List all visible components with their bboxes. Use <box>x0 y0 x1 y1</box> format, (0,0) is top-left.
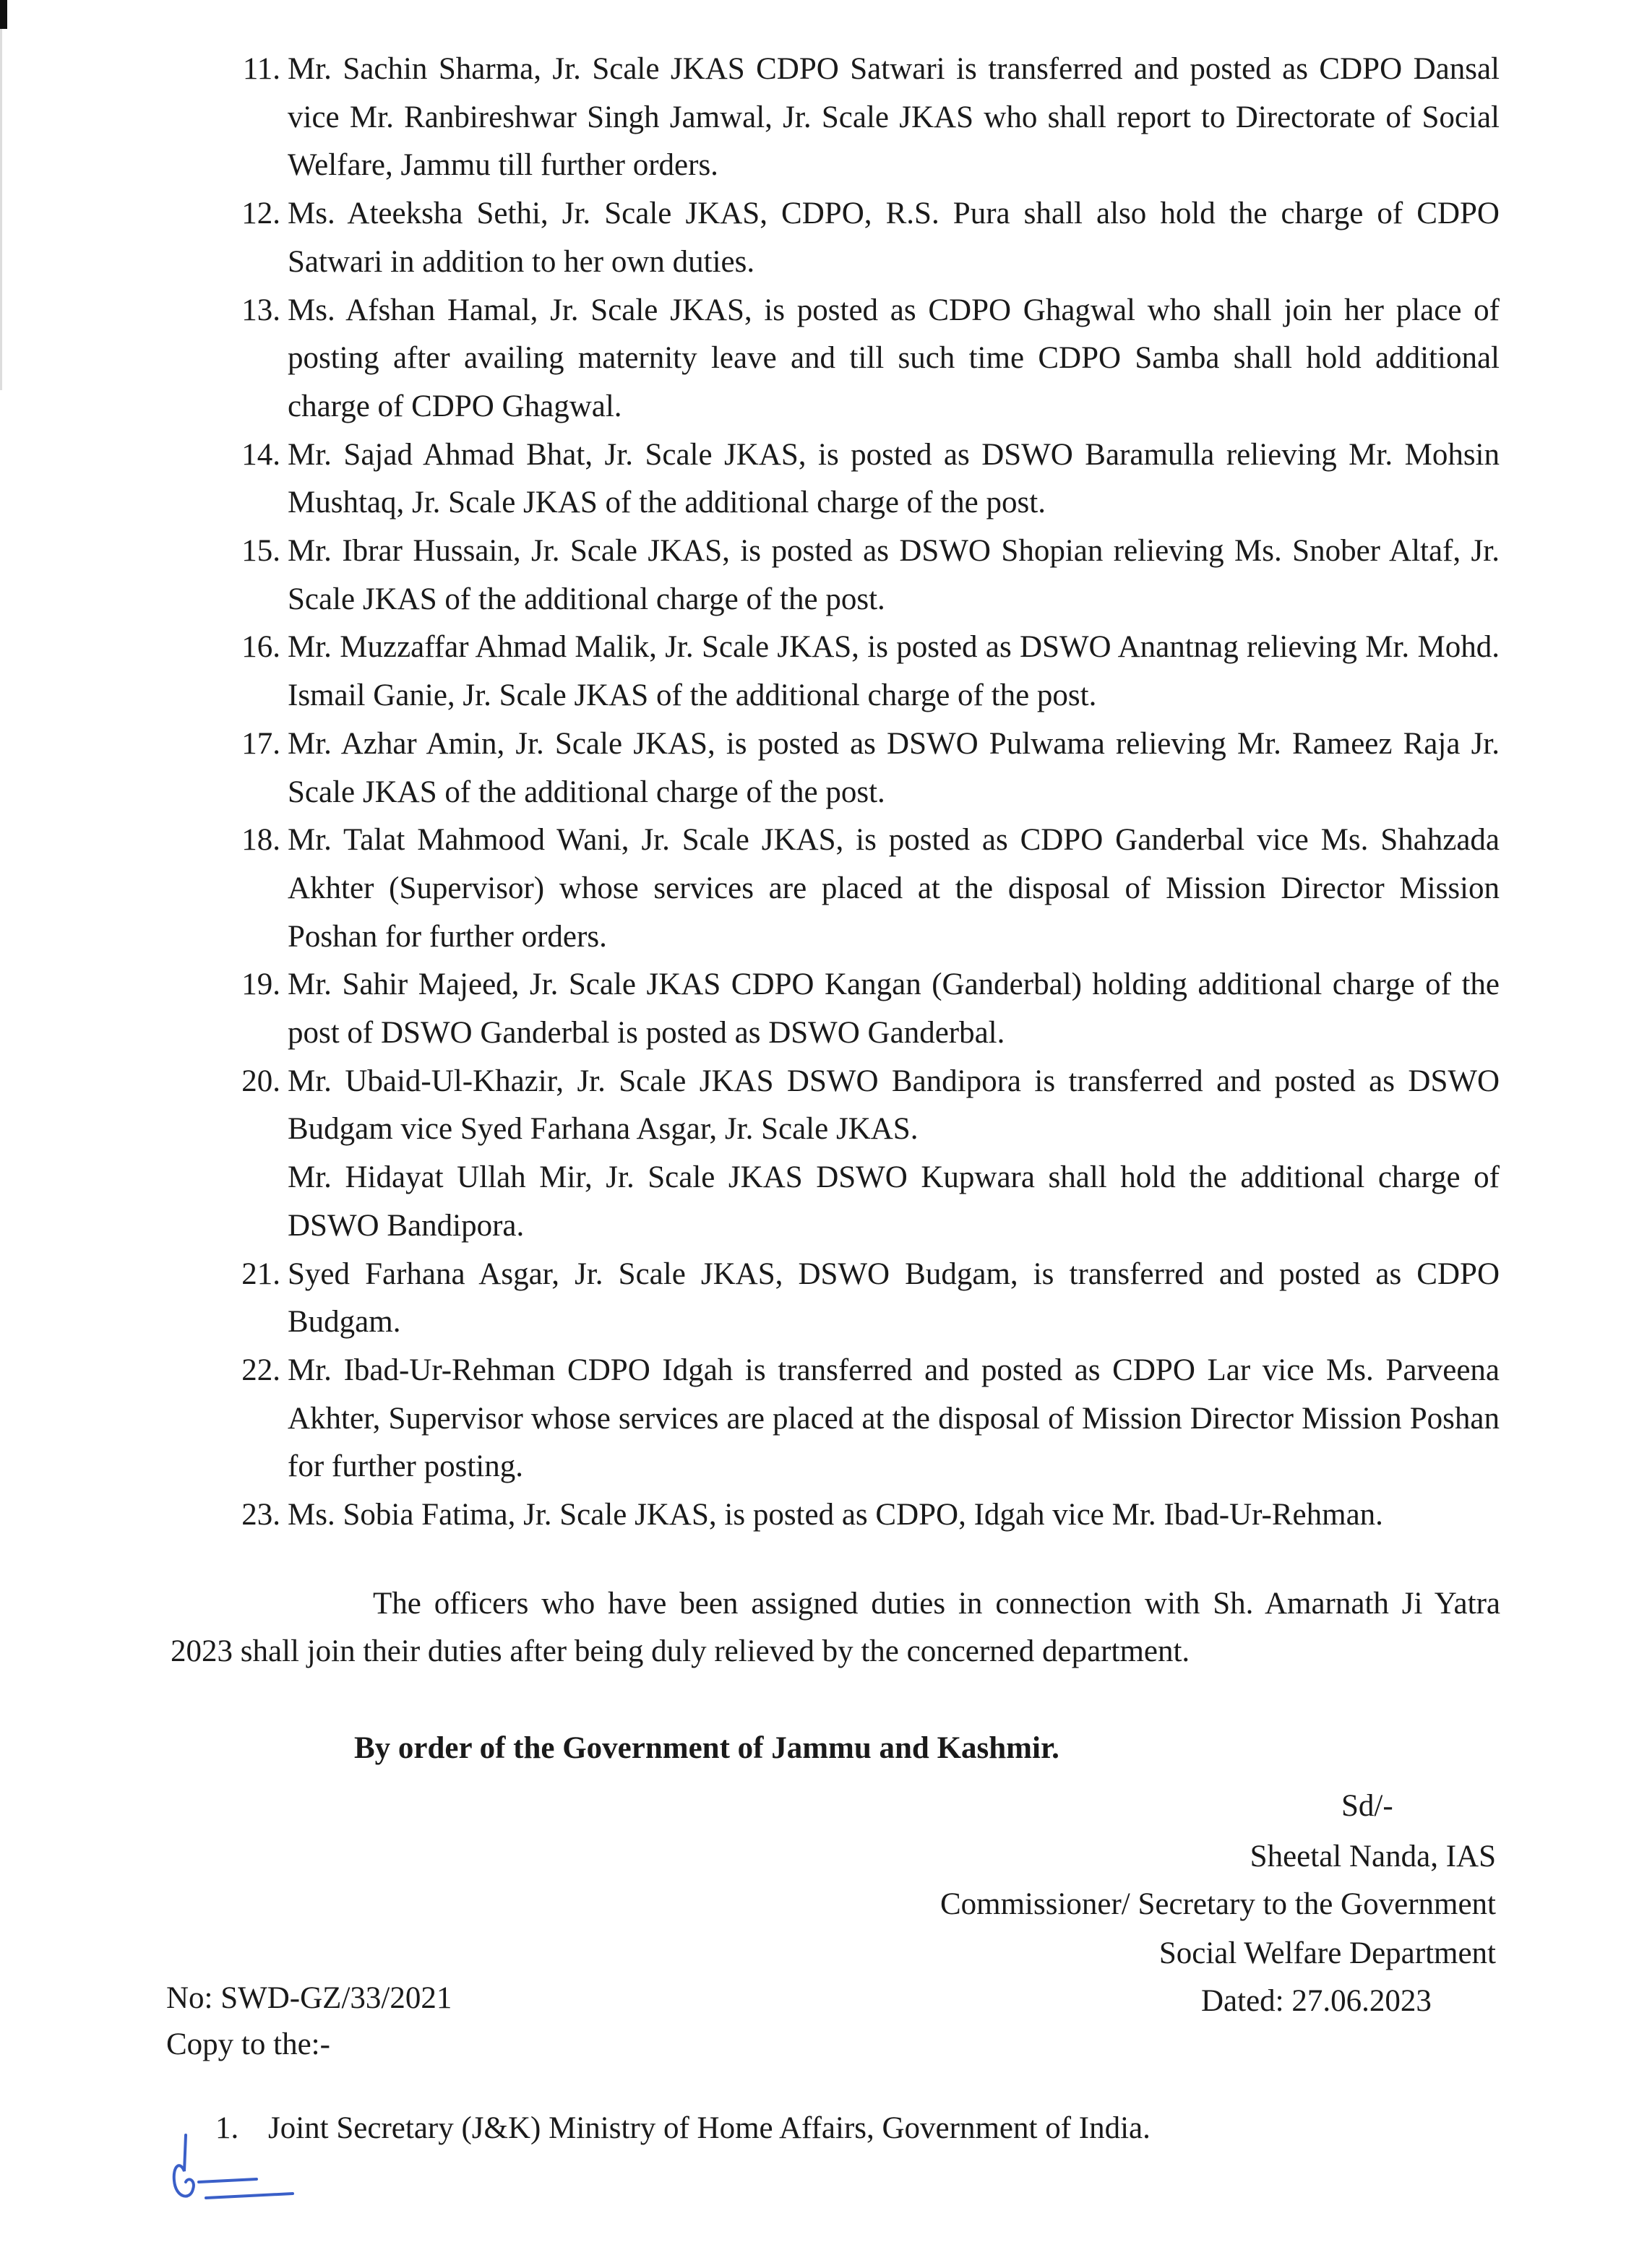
item-text: Mr. Sachin Sharma, Jr. Scale JKAS CDPO Satwari is transferred and posted as CDPO Dansal vice Mr. Ranbireshwar Singh Jamwal, Jr. Scale JKAS who shall report to Directorate of Social Welfare, Jammu till further orders. <box>288 52 1500 183</box>
initials-signature-icon <box>170 2131 307 2211</box>
signatory-name: Sheetal Nanda, IAS <box>1250 1840 1496 1874</box>
list-item <box>217 431 1500 527</box>
sd-mark: Sd/- <box>1341 1789 1393 1823</box>
item-number: 18. <box>241 823 280 858</box>
scan-edge-mark <box>0 0 7 29</box>
item-text-extra: Mr. Hidayat Ullah Mir, Jr. Scale JKAS DSWO Kupwara shall hold the additional charge of DSWO Bandipora. <box>288 1160 1500 1243</box>
item-number: 15. <box>241 534 280 569</box>
signatory-department: Social Welfare Department <box>1158 1936 1496 1970</box>
item-number: 22. <box>241 1353 280 1387</box>
copy-to-heading: Copy to the:- <box>166 2027 330 2061</box>
copy-list-item <box>215 2105 1151 2152</box>
order-number: No: SWD-GZ/33/2021 <box>166 1981 452 2015</box>
order-line: By order of the Government of Jammu and Kashmir. <box>354 1731 1059 1765</box>
item-text: Syed Farhana Asgar, Jr. Scale JKAS, DSWO Budgam, is transferred and posted as CDPO Budgam. <box>288 1256 1500 1340</box>
list-item <box>217 190 1500 286</box>
item-text: Mr. Ibrar Hussain, Jr. Scale JKAS, is posted as DSWO Shopian relieving Ms. Snober Altaf, Jr. Scale JKAS of the additional charge of the post. <box>288 534 1500 616</box>
item-number: 19. <box>241 967 280 1002</box>
signatory-designation: Commissioner/ Secretary to the Government <box>939 1887 1496 1921</box>
item-text: Mr. Talat Mahmood Wani, Jr. Scale JKAS, is posted as CDPO Ganderbal vice Ms. Shahzada Akhter (Supervisor) whose services are placed at the disposal of Mission Director Mission Poshan for further orders. <box>288 823 1500 954</box>
list-item <box>217 720 1500 816</box>
list-item <box>217 287 1500 431</box>
item-text: Mr. Sajad Ahmad Bhat, Jr. Scale JKAS, is posted as DSWO Baramulla relieving Mr. Mohsin Mushtaq, Jr. Scale JKAS of the additional charge of the post. <box>288 437 1500 520</box>
item-text: Ms. Sobia Fatima, Jr. Scale JKAS, is posted as CDPO, Idgah vice Mr. Ibad-Ur-Rehman. <box>288 1498 1383 1532</box>
item-number: 11. <box>242 52 280 86</box>
list-item <box>217 527 1500 624</box>
list-item <box>217 1491 1500 1540</box>
item-number: 23. <box>241 1498 280 1532</box>
item-text: Mr. Ibad-Ur-Rehman CDPO Idgah is transferred and posted as CDPO Lar vice Ms. Parveena Akhter, Supervisor whose services are placed at the disposal of Mission Director Mission Poshan for further posting. <box>288 1353 1500 1484</box>
list-item <box>217 1251 1500 1347</box>
copy-item-number: 1. <box>215 2111 239 2145</box>
item-text-main: Mr. Ubaid-Ul-Khazir, Jr. Scale JKAS DSWO Bandipora is transferred and posted as DSWO Budgam vice Syed Farhana Asgar, Jr. Scale JKAS. <box>288 1064 1500 1147</box>
item-number: 12. <box>241 197 280 231</box>
scan-edge-shadow <box>0 29 2 390</box>
list-item <box>217 624 1500 720</box>
item-text: Mr. Muzzaffar Ahmad Malik, Jr. Scale JKAS, is posted as DSWO Anantnag relieving Mr. Mohd. Ismail Ganie, Jr. Scale JKAS of the additional charge of the post. <box>288 630 1500 713</box>
list-item <box>217 1347 1500 1491</box>
item-number: 20. <box>241 1064 280 1098</box>
item-text: Ms. Ateeksha Sethi, Jr. Scale JKAS, CDPO, R.S. Pura shall also hold the charge of CDPO Satwari in addition to her own duties. <box>288 197 1500 279</box>
item-number: 21. <box>241 1256 280 1291</box>
copy-item-text: Joint Secretary (J&K) Ministry of Home Affairs, Government of India. <box>268 2111 1151 2145</box>
closing-paragraph: The officers who have been assigned duties in connection with Sh. Amarnath Ji Yatra 2023 shall join their duties after being duly relieved by the concerned department. <box>171 1587 1500 1668</box>
item-number: 17. <box>241 726 280 761</box>
transfer-order-list <box>217 46 1500 1540</box>
list-item <box>217 1058 1500 1251</box>
dated: Dated: 27.06.2023 <box>1201 1984 1432 2018</box>
list-item <box>217 46 1500 190</box>
item-text <box>288 1058 1500 1251</box>
item-number: 13. <box>241 293 280 327</box>
list-item <box>217 961 1500 1057</box>
item-text: Mr. Azhar Amin, Jr. Scale JKAS, is posted as DSWO Pulwama relieving Mr. Rameez Raja Jr. Scale JKAS of the additional charge of the post. <box>288 726 1500 809</box>
item-text: Ms. Afshan Hamal, Jr. Scale JKAS, is posted as CDPO Ghagwal who shall join her place of posting after availing maternity leave and till such time CDPO Samba shall hold additional charge of CDPO Ghagwal. <box>288 293 1500 423</box>
item-number: 14. <box>241 437 280 472</box>
item-number: 16. <box>241 630 280 665</box>
item-text: Mr. Sahir Majeed, Jr. Scale JKAS CDPO Kangan (Ganderbal) holding additional charge of the post of DSWO Ganderbal is posted as DSWO Ganderbal. <box>288 967 1500 1051</box>
list-item <box>217 816 1500 961</box>
